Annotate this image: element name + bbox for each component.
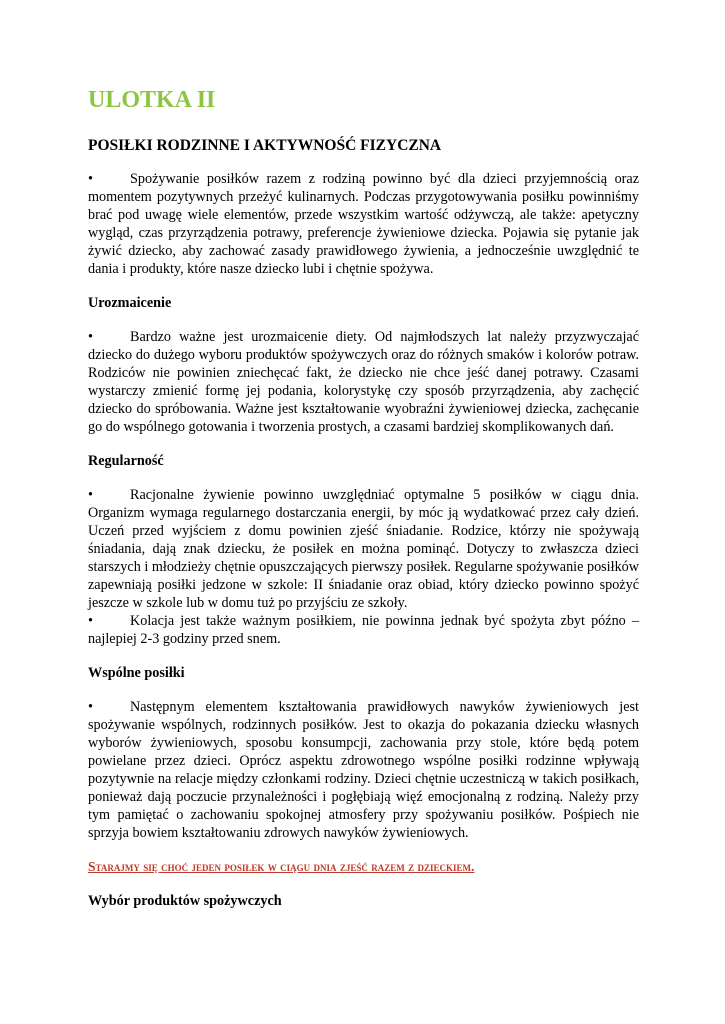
document-subtitle: POSIŁKI RODZINNE I AKTYWNOŚĆ FIZYCZNA (88, 137, 442, 154)
section-paragraph (88, 698, 639, 842)
intro-text: Spożywanie posiłków razem z rodziną powinno być dla dzieci przyjemnością oraz momentem pozytywnych przeżyć kulinarnych. Podczas przygotowywania posiłku powinniśmy brać pod uwagę wiele elementów, przede wszystkim wartość odżywczą, ale także: apetyczny wygląd, czas przyrządzenia potrawy, preferencje żywieniowe dziecka. Pojawia się pytanie jak żywić dziecko, aby zachować zasady prawidłowego żywienia, a jednocześnie uwzględnić te dania i produkty, które nasze dziecko lubi i chętnie spożywa. (88, 171, 639, 277)
bullet-icon: • (88, 613, 93, 629)
paragraph-text: Następnym elementem kształtowania prawidłowych nawyków żywieniowych jest spożywanie wspólnych, rodzinnych posiłków. Jest to okazja do pokazania dziecku własnych wyborów żywieniowych, sposobu konsumpcji, zachowania przy stole, które będą potem powielane przez dzieci. Oprócz aspektu zdrowotnego wspólne posiłki rodzinne wpływają pozytywnie na relacje między członkami rodziny. Dzieci chętnie uczestniczą w takich posiłkach, ponieważ dają poczucie przynależności i pogłębiają więź emocjonalną z rodziną. Należy przy tym pamiętać o zachowaniu spokojnej atmosfery przy spożywaniu posiłków. Pośpiech nie sprzyja bowiem kształtowaniu zdrowych nawyków żywieniowych. (88, 699, 639, 841)
highlight-note: Starajmy się choć jeden posiłek w ciągu dnia zjeść razem z dzieckiem. (88, 859, 475, 874)
document-title: ULOTKA II (88, 87, 216, 113)
section-heading-regularnosc: Regularność (88, 453, 164, 469)
section-heading-wybor-produktow: Wybór produktów spożywczych (88, 893, 282, 909)
section-paragraph (88, 328, 639, 436)
bullet-icon: • (88, 329, 93, 345)
section-paragraph (88, 612, 639, 648)
paragraph-text: Kolacja jest także ważnym posiłkiem, nie powinna jednak być spożyta zbyt późno – najlepiej 2-3 godziny przed snem. (88, 613, 639, 647)
bullet-icon: • (88, 171, 93, 187)
paragraph-text: Racjonalne żywienie powinno uwzględniać optymalne 5 posiłków w ciągu dnia. Organizm wymaga regularnego dostarczania energii, by móc ją wydatkować przez cały dzień. Uczeń przed wyjściem z domu powinien zjeść śniadanie. Rodzice, którzy nie spożywają śniadania, dają znak dziecku, że posiłek en można pominąć. Dotyczy to zwłaszcza dzieci starszych i młodzieży chętnie opuszczających pierwszy posiłek. Regularne spożywanie posiłków zapewniają posiłki jedzone w szkole: II śniadanie oraz obiad, który dziecko powinno spożyć jeszcze w szkole lub w domu tuż po przyjściu ze szkoły. (88, 487, 639, 611)
section-heading-urozmaicenie: Urozmaicenie (88, 295, 172, 311)
intro-paragraph (88, 170, 639, 278)
section-heading-wspolne-posilki: Wspólne posiłki (88, 665, 185, 681)
bullet-icon: • (88, 487, 93, 503)
section-paragraph (88, 486, 639, 612)
document-page (88, 84, 639, 910)
bullet-icon: • (88, 699, 93, 715)
paragraph-text: Bardzo ważne jest urozmaicenie diety. Od najmłodszych lat należy przyzwyczajać dziecko do dużego wyboru produktów spożywczych oraz do różnych smaków i kolorów potraw. Rodziców nie powinien zniechęcać fakt, że dziecko nie chce jeść danej potrawy. Czasami wystarczy zmienić formę jej podania, kolorystykę czy sposób przyrządzenia, aby zachęcić dziecko do spróbowania. Ważne jest kształtowanie wyobraźni żywieniowej dziecka, zachęcanie go do wspólnego gotowania i tworzenia prostych, a czasami bardziej skomplikowanych dań. (88, 329, 639, 435)
